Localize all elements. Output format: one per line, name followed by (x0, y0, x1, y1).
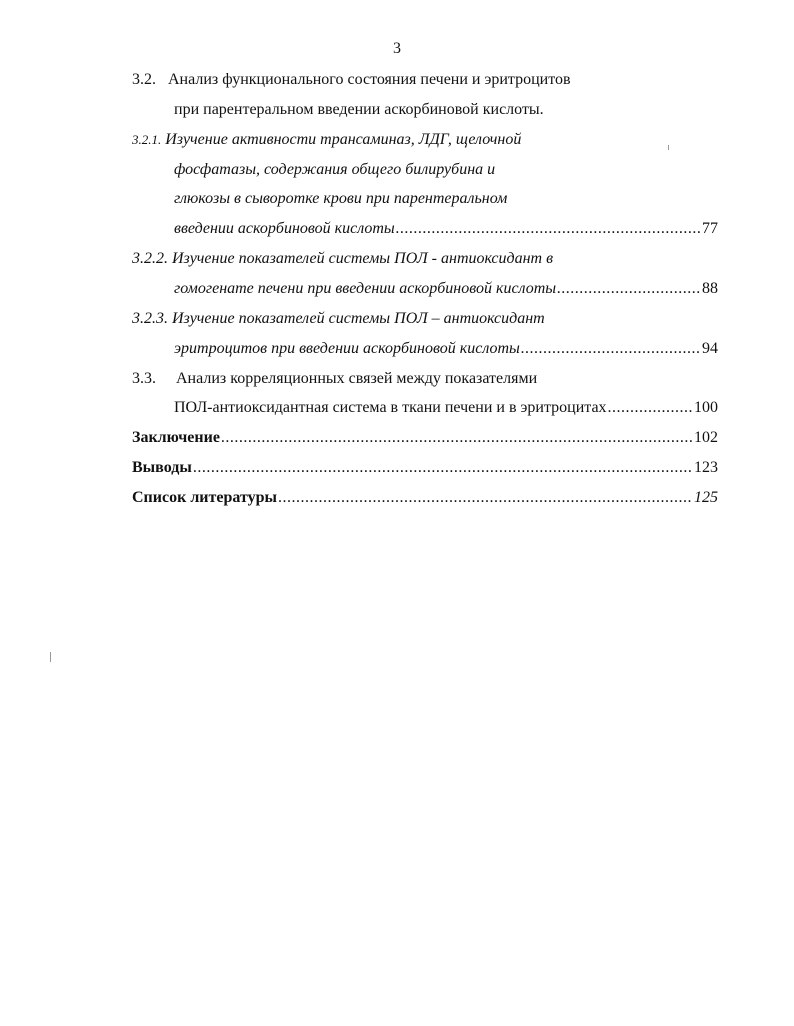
toc-entry-3-2-1-line2: фосфатазы, содержания общего билирубина и (174, 161, 496, 178)
toc-entry-3-3-line1 (132, 369, 537, 389)
toc-entry-conclusion (132, 428, 718, 448)
section-number: 3.2.3. (132, 310, 168, 327)
page-ref: 123 (694, 459, 718, 476)
entry-text: Заключение (132, 429, 220, 446)
scan-speck (668, 145, 669, 150)
page-ref: 88 (702, 280, 718, 297)
section-number: 3.3. (132, 370, 156, 387)
page-number: 3 (393, 40, 401, 57)
toc-entry-3-2-1-line4 (174, 219, 718, 239)
toc-entry-3-2-3-line2 (174, 339, 718, 359)
dot-leader (396, 219, 701, 239)
dot-leader (521, 339, 701, 359)
toc-entry-3-2-line1 (132, 70, 571, 90)
page-ref: 102 (694, 429, 718, 446)
dot-leader (557, 279, 701, 299)
section-number: 3.2. (132, 71, 156, 88)
page-ref: 77 (702, 220, 718, 237)
section-number: 3.2.1. (132, 132, 162, 147)
section-title: Изучение показателей системы ПОЛ - антиоксидант в (172, 250, 554, 267)
scan-speck (50, 652, 51, 662)
dot-leader (278, 488, 693, 508)
toc-entry-3-2-2-line1 (132, 249, 553, 269)
section-title: Анализ корреляционных связей между показателями (176, 370, 538, 387)
toc-entry-3-2-line2: при парентеральном введении аскорбиновой кислоты. (174, 101, 544, 118)
dot-leader (608, 398, 693, 418)
section-title: Анализ функционального состояния печени и эритроцитов (168, 71, 571, 88)
toc-entry-3-2-1-line1 (132, 130, 521, 150)
toc-entry-references (132, 488, 718, 508)
page-ref: 94 (702, 340, 718, 357)
toc-entry-3-2-3-line1 (132, 309, 545, 329)
entry-text: гомогенате печени при введении аскорбиновой кислоты (174, 280, 557, 297)
page-ref: 100 (694, 399, 718, 416)
entry-text: ПОЛ-антиоксидантная система в ткани печени и в эритроцитах (174, 399, 607, 416)
dot-leader (193, 458, 693, 478)
toc-entry-3-2-2-line2 (174, 279, 718, 299)
entry-text: Выводы (132, 459, 192, 476)
entry-text: Список литературы (132, 489, 277, 506)
page-ref: 125 (694, 489, 718, 506)
section-title: Изучение показателей системы ПОЛ – антиоксидант (172, 310, 545, 327)
section-number: 3.2.2. (132, 250, 168, 267)
dot-leader (221, 428, 693, 448)
entry-text: введении аскорбиновой кислоты (174, 220, 395, 237)
toc-entry-findings (132, 458, 718, 478)
toc-entry-3-3-line2 (174, 398, 718, 418)
entry-text: эритроцитов при введении аскорбиновой кислоты (174, 340, 520, 357)
section-title: Изучение активности трансаминаз, ЛДГ, щелочной (165, 131, 522, 148)
toc-entry-3-2-1-line3: глюкозы в сыворотке крови при парентеральном (174, 190, 508, 207)
